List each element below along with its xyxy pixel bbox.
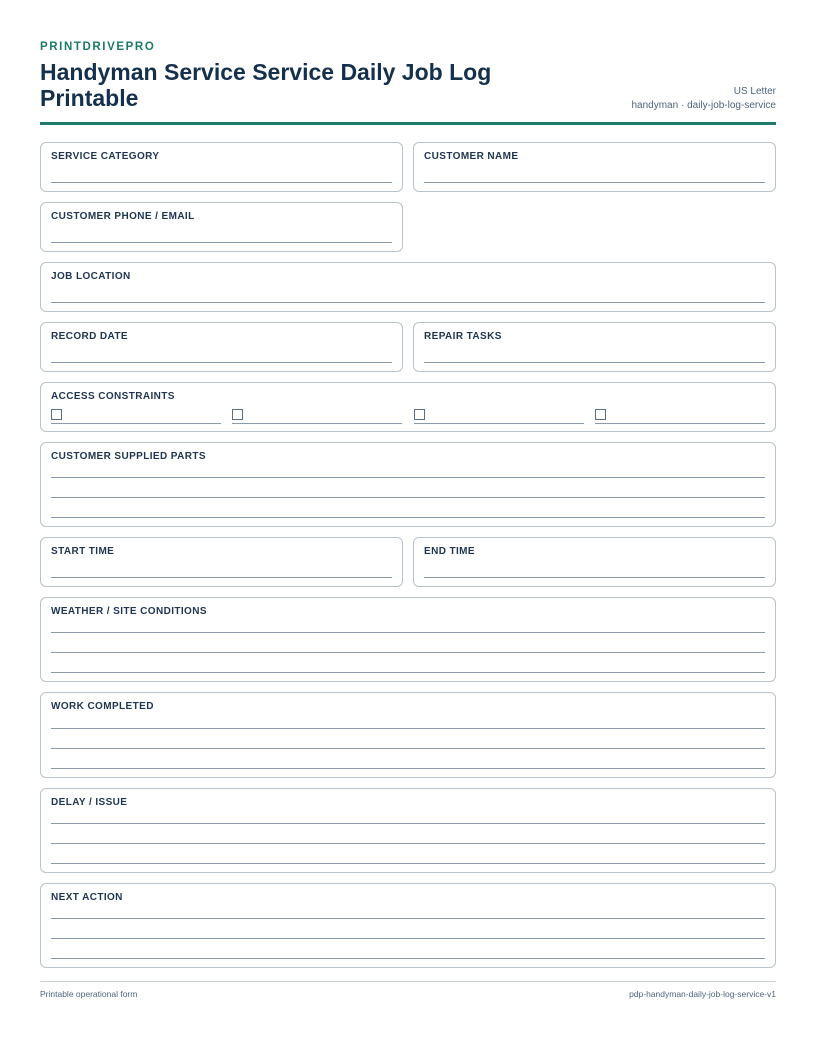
document-tags: handyman · daily-job-log-service xyxy=(631,99,776,111)
start-time-field[interactable] xyxy=(40,537,403,587)
write-line xyxy=(51,863,765,864)
field-label: WORK COMPLETED xyxy=(51,701,154,712)
end-time-field[interactable] xyxy=(413,537,776,587)
next-action-field[interactable] xyxy=(40,883,776,968)
write-line xyxy=(51,938,765,939)
footer-rule xyxy=(40,981,776,982)
field-label: CUSTOMER PHONE / EMAIL xyxy=(51,211,195,222)
field-label: REPAIR TASKS xyxy=(424,331,502,342)
field-label: ACCESS CONSTRAINTS xyxy=(51,391,175,402)
write-line xyxy=(51,672,765,673)
field-label: START TIME xyxy=(51,546,115,557)
customer-contact-field[interactable] xyxy=(40,202,403,252)
write-line xyxy=(51,477,765,478)
checkbox-option-4[interactable] xyxy=(595,409,765,424)
field-label: CUSTOMER SUPPLIED PARTS xyxy=(51,451,206,462)
field-label: DELAY / ISSUE xyxy=(51,797,128,808)
field-label: CUSTOMER NAME xyxy=(424,151,519,162)
write-line xyxy=(51,242,392,243)
page-title: Handyman Service Service Daily Job Log Printable xyxy=(40,59,492,111)
field-label: NEXT ACTION xyxy=(51,892,123,903)
checkbox[interactable] xyxy=(595,409,606,420)
write-line xyxy=(51,362,392,363)
document-meta xyxy=(631,85,776,112)
checkbox[interactable] xyxy=(414,409,425,420)
customer-supplied-parts-field[interactable] xyxy=(40,442,776,527)
field-label: WEATHER / SITE CONDITIONS xyxy=(51,606,207,617)
weather-site-conditions-field[interactable] xyxy=(40,597,776,682)
write-line xyxy=(51,843,765,844)
brand-name: PRINTDRIVEPRO xyxy=(40,41,156,53)
write-line xyxy=(51,577,392,578)
write-line xyxy=(51,302,765,303)
write-line xyxy=(424,182,765,183)
form-id: pdp-handyman-daily-job-log-service-v1 xyxy=(629,989,776,999)
work-completed-field[interactable] xyxy=(40,692,776,778)
field-label: END TIME xyxy=(424,546,475,557)
checkbox[interactable] xyxy=(51,409,62,420)
field-label: RECORD DATE xyxy=(51,331,128,342)
write-line xyxy=(51,517,765,518)
write-line xyxy=(424,577,765,578)
field-label: SERVICE CATEGORY xyxy=(51,151,160,162)
write-line xyxy=(51,728,765,729)
customer-name-field[interactable] xyxy=(413,142,776,192)
write-line xyxy=(51,182,392,183)
write-line xyxy=(51,958,765,959)
footer-description: Printable operational form xyxy=(40,989,138,999)
checkbox[interactable] xyxy=(232,409,243,420)
header-rule xyxy=(40,122,776,125)
write-line xyxy=(51,768,765,769)
record-date-field[interactable] xyxy=(40,322,403,372)
write-line xyxy=(51,632,765,633)
access-constraints-field xyxy=(40,382,776,432)
checkbox-option-1[interactable] xyxy=(51,409,221,424)
job-location-field[interactable] xyxy=(40,262,776,312)
write-line xyxy=(51,652,765,653)
write-line xyxy=(51,748,765,749)
write-line xyxy=(51,497,765,498)
service-category-field[interactable] xyxy=(40,142,403,192)
write-line xyxy=(51,823,765,824)
repair-tasks-field[interactable] xyxy=(413,322,776,372)
delay-issue-field[interactable] xyxy=(40,788,776,873)
checkbox-option-2[interactable] xyxy=(232,409,402,424)
checkbox-option-3[interactable] xyxy=(414,409,584,424)
paper-size: US Letter xyxy=(733,86,776,97)
write-line xyxy=(51,918,765,919)
field-label: JOB LOCATION xyxy=(51,271,131,282)
write-line xyxy=(424,362,765,363)
